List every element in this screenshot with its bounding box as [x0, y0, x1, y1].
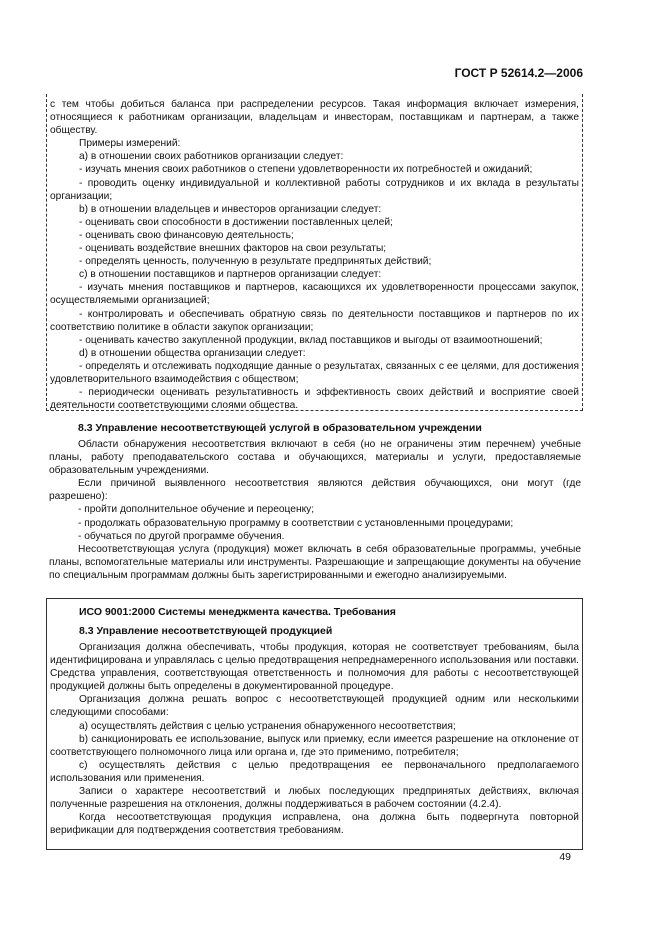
section-title: 8.3 Управление несоответствующей услугой в образовательном учреждении: [78, 422, 482, 434]
iso-paragraph: c) осуществлять действия с целью предотвращения ее первоначального предполагаемого использования или применения.: [50, 759, 579, 784]
box1-paragraph: Примеры измерений:: [79, 138, 181, 150]
iso-box-title: ИСО 9001:2000 Системы менеджмента качества. Требования: [79, 606, 396, 618]
section-paragraph: - пройти дополнительное обучение и переоценку;: [78, 504, 315, 516]
box1-paragraph: а) в отношении своих работников организации следует:: [79, 151, 344, 163]
box1-paragraph: - оценивать свою финансовую деятельность;: [79, 229, 294, 241]
section-paragraph: Несоответствующая услуга (продукция) может включать в себя образовательные программы, учебные планы, вспомогательные материалы или инструменты. Разрешающие и запрещающие документы на обучение по специальным программам должны быть зарегистрированными и ежегодно анализируемыми.: [49, 543, 581, 581]
box1-paragraph: b) в отношении владельцев и инвесторов организации следует:: [79, 203, 382, 215]
iso-quote-box: [46, 598, 583, 850]
section-paragraph: Если причиной выявленного несоответствия являются действия обучающихся, они могут (где разрешено):: [49, 478, 581, 503]
iso-paragraph: Организация должна обеспечивать, чтобы продукция, которая не соответствует требованиям, была идентифицирована и управлялась с целью предотвращения непреднамеренного использования или поставки. Средства управления, соответствующая ответственность и полномочия для работы с несоответствующей продукцией должны быть определены в документированной процедуре.: [50, 642, 579, 693]
section-paragraph: - обучаться по другой программе обучения.: [78, 530, 285, 542]
iso-paragraph: Записи о характере несоответствий и любых последующих предпринятых действиях, включая полученные разрешения на отклонения, должны поддерживаться в рабочем состоянии (4.2.4).: [50, 786, 579, 811]
section-8-3-education: [49, 422, 581, 582]
iso-paragraph: a) осуществлять действия с целью устранения обнаруженного несоответствия;: [79, 720, 456, 732]
box1-paragraph: - периодически оценивать результативность и эффективность своих действий и восприятие своей деятельности соответствующими слоями общества.: [50, 387, 579, 412]
box1-paragraph: d) в отношении общества организации следует:: [79, 347, 306, 359]
section-paragraph: Области обнаружения несоответствия включают в себя (но не ограничены этим перечнем) учебные планы, работу преподавательского состава и обучающихся, материалы и услуги, предоставляемые образовательным учреждениями.: [49, 439, 581, 477]
page-number: 49: [559, 851, 571, 863]
quoted-text-box: [46, 94, 583, 411]
box1-paragraph: с) в отношении поставщиков и партнеров организации следует:: [79, 269, 382, 281]
iso-paragraph: Когда несоответствующая продукция исправлена, она должна быть подвергнута повторной верификации для подтверждения соответствия требованиям.: [50, 812, 579, 837]
box1-paragraph: - определять и отслеживать подходящие данные о результатах, связанных с ее целями, для достижения удовлетворительного взаимодействия с обществом;: [50, 360, 579, 385]
box1-paragraph: - оценивать качество закупленной продукции, вклад поставщиков и выгоды от взаимоотношений;: [79, 334, 543, 346]
iso-paragraph: Организация должна решать вопрос с несоответствующей продукцией одним или несколькими следующими способами:: [50, 694, 579, 719]
box1-paragraph: - изучать мнения своих работников о степени удовлетворенности их потребностей и ожиданий;: [79, 164, 533, 176]
box1-paragraph: с тем чтобы добиться баланса при распределении ресурсов. Такая информация включает измерения, относящиеся к работникам организации, владельцам и инвесторам, поставщикам и партнерам, а также обществу.: [50, 99, 579, 137]
box1-paragraph: - определять ценность, полученную в результате предпринятых действий;: [79, 256, 432, 268]
box1-paragraph: - оценивать воздействие внешних факторов на свои результаты;: [79, 243, 387, 255]
section-paragraph: - продолжать образовательную программу в соответствии с установленными процедурами;: [78, 517, 514, 529]
document-code: ГОСТ Р 52614.2—2006: [454, 66, 583, 80]
iso-box-subtitle: 8.3 Управление несоответствующей продукцией: [79, 625, 333, 637]
iso-paragraph: b) санкционировать ее использование, выпуск или приемку, если имеется разрешение на отклонение от соответствующего полномочного лица или органа и, где это применимо, потребителя;: [50, 733, 579, 758]
box1-paragraph: - изучать мнения поставщиков и партнеров, касающихся их удовлетворенности процессами закупок, осуществляемыми организацией;: [50, 282, 579, 307]
box1-paragraph: - оценивать свои способности в достижении поставленных целей;: [79, 216, 393, 228]
box1-paragraph: - контролировать и обеспечивать обратную связь по деятельности поставщиков и партнеров по их соответствию политике в области закупок организации;: [50, 308, 579, 333]
box1-paragraph: - проводить оценку индивидуальной и коллективной работы сотрудников и их вклада в результаты организации;: [50, 177, 579, 202]
